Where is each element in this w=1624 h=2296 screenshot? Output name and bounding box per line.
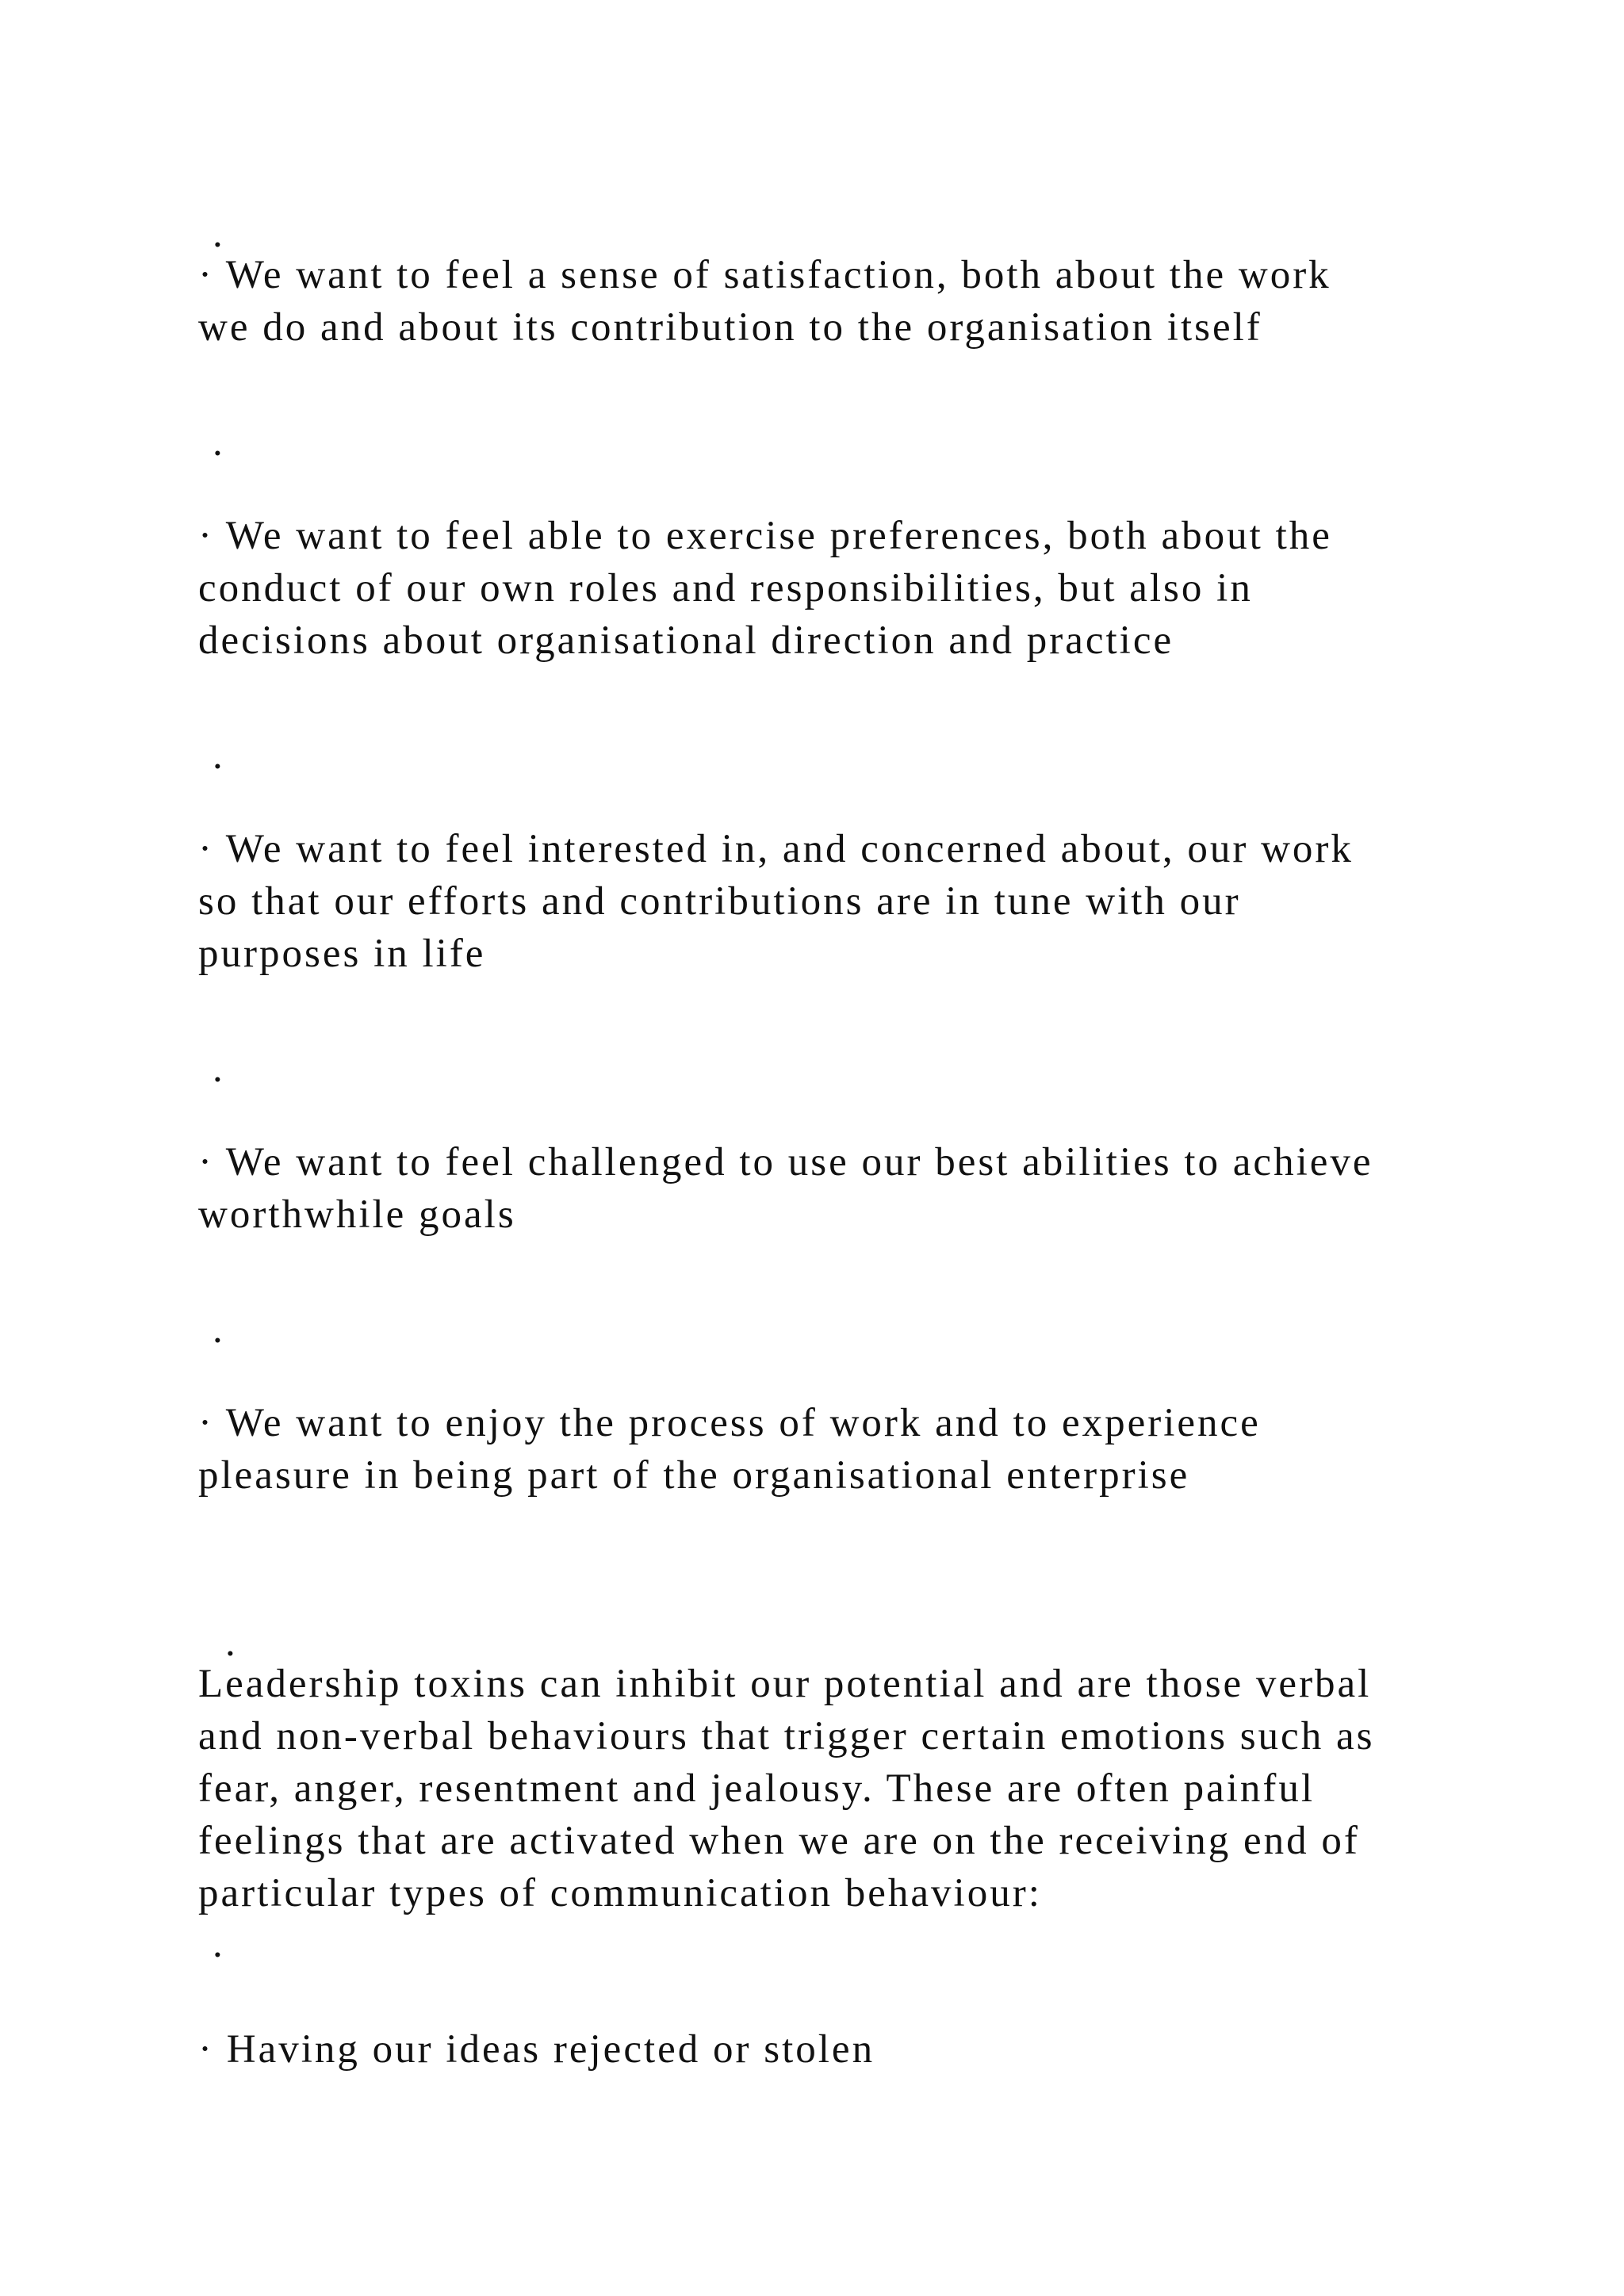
- bullet-2-line-2: conduct of our own roles and responsibilities, but also in: [198, 566, 1253, 610]
- bullet-3-line-3: purposes in life: [198, 932, 486, 976]
- paragraph-line-4: feelings that are activated when we are on the receiving end of: [198, 1819, 1360, 1863]
- paragraph-line-5: particular types of communication behaviour:: [198, 1871, 1042, 1915]
- separator-dot: .: [213, 733, 223, 778]
- paragraph-line-2: and non-verbal behaviours that trigger certain emotions such as: [198, 1714, 1375, 1758]
- separator-dot: .: [213, 1047, 223, 1091]
- separator-dot: .: [213, 1307, 223, 1352]
- separator-dot: .: [213, 420, 223, 465]
- bullet-4-line-2: worthwhile goals: [198, 1192, 516, 1237]
- separator-dot: .: [225, 1621, 236, 1665]
- separator-dot: .: [213, 212, 223, 256]
- paragraph-line-1: Leadership toxins can inhibit our potential and are those verbal: [198, 1662, 1372, 1706]
- bullet-4-line-1: · We want to feel challenged to use our best abilities to achieve: [198, 1140, 1373, 1184]
- bullet-3-line-1: · We want to feel interested in, and concerned about, our work: [198, 827, 1354, 871]
- bullet-1-line-2: we do and about its contribution to the organisation itself: [198, 305, 1262, 350]
- bullet-5-line-1: · We want to enjoy the process of work and to experience: [198, 1401, 1261, 1445]
- bullet-3-line-2: so that our efforts and contributions are in tune with our: [198, 879, 1241, 924]
- bullet-2-line-3: decisions about organisational direction and practice: [198, 618, 1174, 663]
- bullet-5-line-2: pleasure in being part of the organisational enterprise: [198, 1453, 1190, 1498]
- separator-dot: .: [213, 1922, 223, 1966]
- bullet-2-line-1: · We want to feel able to exercise preferences, both about the: [198, 514, 1332, 558]
- paragraph-line-3: fear, anger, resentment and jealousy. These are often painful: [198, 1766, 1316, 1811]
- bullet-1-line-1: · We want to feel a sense of satisfaction, both about the work: [198, 253, 1331, 297]
- final-bullet-line-1: · Having our ideas rejected or stolen: [198, 2027, 875, 2072]
